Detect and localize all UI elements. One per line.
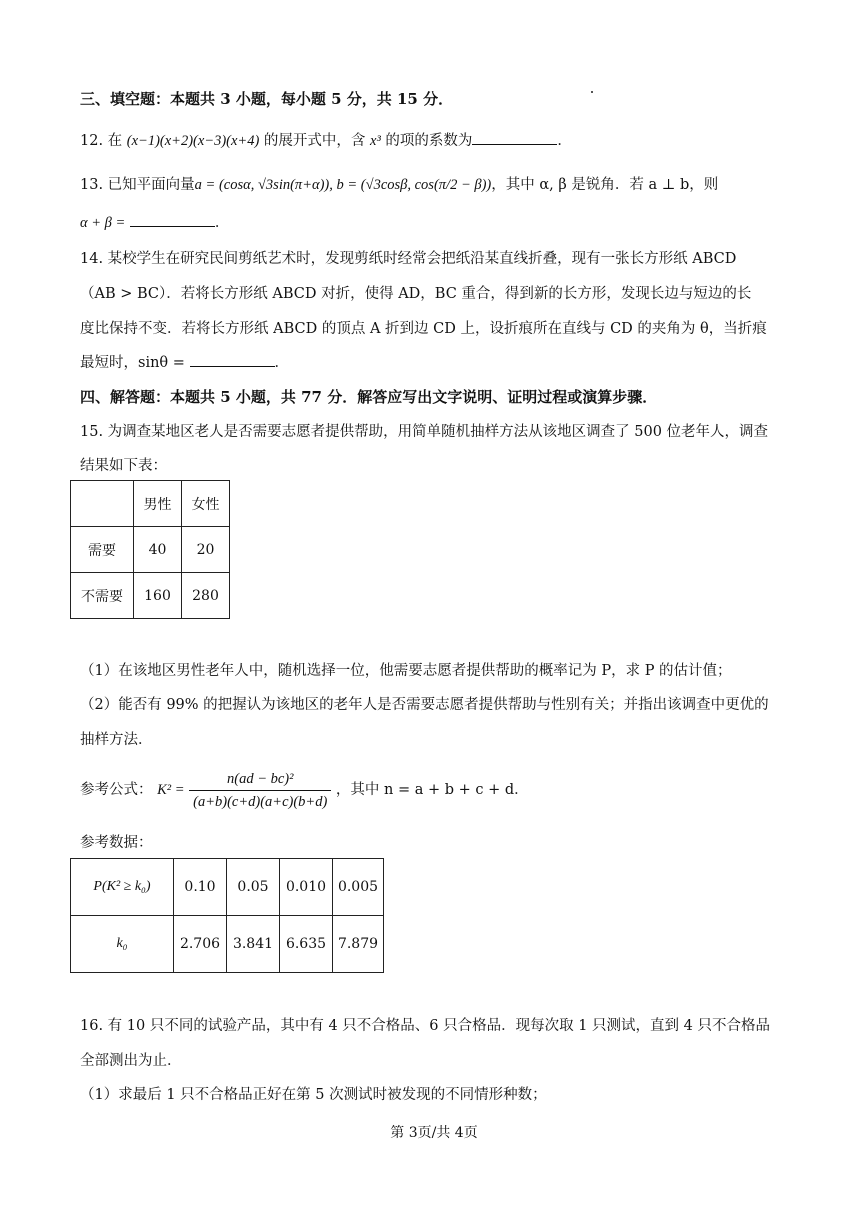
q12-end: ． — [557, 133, 572, 149]
ref-cell: 2.706 — [174, 916, 227, 973]
survey-cell: 280 — [182, 573, 230, 619]
survey-table-header-row — [71, 481, 230, 527]
q12-post: 的项的系数为 — [385, 133, 473, 149]
q14-line4 — [80, 352, 798, 374]
q13-num: 13. — [80, 177, 104, 193]
q15-part2-line1: （2）能否有 99% 的把握认为该地区的老年人是否需要志愿者提供帮助与性别有关；并指出该调查中更优的 — [80, 697, 769, 713]
formula-numerator: n(ad − bc)² — [189, 768, 331, 791]
formula-lhs: K² = — [157, 782, 185, 798]
table-row — [71, 916, 384, 973]
reference-table — [70, 858, 384, 973]
question-12 — [80, 130, 798, 152]
q14-line2: （AB > BC）．若将长方形纸 ABCD 对折，使得 AD，BC 重合，得到新的长方形，发现长边与短边的长 — [80, 286, 752, 302]
survey-row-label: 需要 — [71, 527, 134, 573]
q12-term: x³ — [370, 133, 381, 149]
q13-end: ． — [214, 215, 230, 231]
ref-cell: 0.010 — [280, 859, 333, 916]
q13-vectors: a = (cosα, √3sin(π+α)), b = (√3cosβ, cos(π/2 − β)) — [194, 177, 492, 193]
q14-sin: 最短时，sinθ = — [80, 355, 185, 371]
q12-pre: 在 — [107, 133, 123, 149]
q15-line2: 结果如下表： — [80, 458, 167, 474]
table-row — [71, 859, 384, 916]
section-4-title: 四、解答题：本题共 5 小题，共 77 分．解答应写出文字说明、证明过程或演算步骤． — [80, 388, 658, 406]
ref-cell: 0.05 — [227, 859, 280, 916]
ref-cell: 0.005 — [333, 859, 384, 916]
survey-table — [70, 480, 230, 619]
reference-data-label: 参考数据： — [80, 835, 153, 851]
q12-mid: 的展开式中，含 — [263, 133, 366, 149]
survey-cell: 160 — [134, 573, 182, 619]
q14-line3: 度比保持不变．若将长方形纸 ABCD 的顶点 A 折到边 CD 上，设折痕所在直线与 CD 的夹角为 θ，当折痕 — [80, 321, 767, 337]
survey-cell: 40 — [134, 527, 182, 573]
formula-label: 参考公式： — [80, 782, 153, 798]
ref-row2-head: k₀ — [71, 916, 174, 973]
table-row — [71, 527, 230, 573]
reference-formula — [80, 766, 798, 814]
formula-post: ，其中 n = a + b + c + d． — [335, 782, 529, 798]
question-13-line2 — [80, 212, 798, 234]
ref-cell: 6.635 — [280, 916, 333, 973]
q12-num: 12. — [80, 133, 104, 149]
ref-cell: 3.841 — [227, 916, 280, 973]
q12-answer-blank[interactable] — [472, 130, 557, 145]
ref-row1-head: P(K² ≥ k₀) — [71, 859, 174, 916]
survey-header-female: 女性 — [182, 481, 230, 527]
q15-line1: 15. 为调查某地区老人是否需要志愿者提供帮助，用简单随机抽样方法从该地区调查了 500 位老年人，调查 — [80, 424, 769, 440]
question-13-line1 — [80, 174, 798, 196]
q13-answer-blank[interactable] — [130, 212, 215, 227]
q16-line1: 16. 有 10 只不同的试验产品，其中有 4 只不合格品、6 只合格品．现每次取 1 只测试，直到 4 只不合格品 — [80, 1018, 770, 1034]
section-3-title: 三、填空题：本题共 3 小题，每小题 5 分，共 15 分． — [80, 90, 454, 108]
page-number: 第 3页/共 4页 — [390, 1125, 478, 1141]
q14-answer-blank[interactable] — [190, 352, 275, 367]
survey-header-male: 男性 — [134, 481, 182, 527]
ref-cell: 0.10 — [174, 859, 227, 916]
q14-line1: 14. 某校学生在研究民间剪纸艺术时，发现剪纸时经常会把纸沿某直线折叠，现有一张长方形纸 ABCD — [80, 251, 737, 267]
ref-cell: 7.879 — [333, 916, 384, 973]
formula-denominator: (a+b)(c+d)(a+c)(b+d) — [193, 793, 328, 810]
q16-line2: 全部测出为止． — [80, 1053, 182, 1069]
q16-part1: （1）求最后 1 只不合格品正好在第 5 次测试时被发现的不同情形种数； — [80, 1087, 547, 1103]
q13-sum: α + β = — [80, 215, 126, 231]
q15-part2-line2: 抽样方法． — [80, 732, 153, 748]
survey-row-label: 不需要 — [71, 573, 134, 619]
table-row — [71, 573, 230, 619]
q13-pre: 已知平面向量 — [107, 177, 195, 193]
formula-fraction — [189, 768, 331, 813]
q14-end: ． — [274, 355, 290, 371]
q15-part1: （1）在该地区男性老年人中，随机选择一位，他需要志愿者提供帮助的概率记为 P，求 P 的估计值； — [80, 663, 732, 679]
survey-header-empty — [71, 481, 134, 527]
q13-post: ，其中 α, β 是锐角．若 a ⊥ b，则 — [491, 177, 719, 193]
q12-expr: (x−1)(x+2)(x−3)(x+4) — [126, 133, 260, 149]
survey-cell: 20 — [182, 527, 230, 573]
